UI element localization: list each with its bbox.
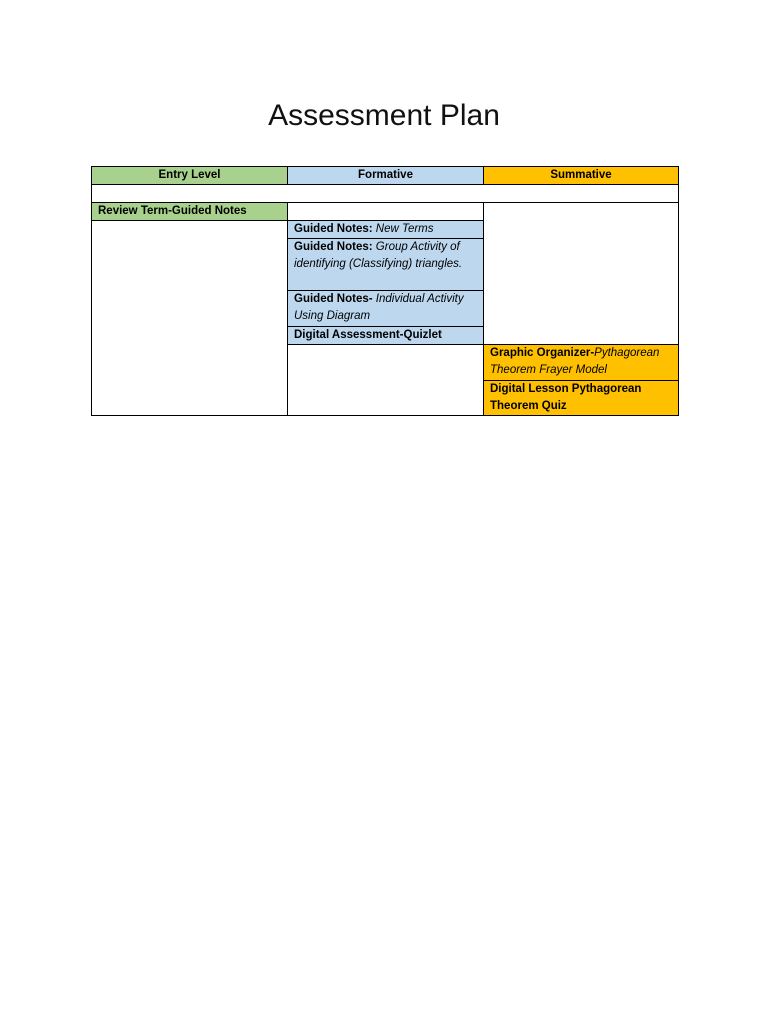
summative-empty-cell: [483, 202, 679, 345]
formative-item: [287, 220, 484, 239]
header-formative: Formative: [287, 166, 484, 185]
formative-item: [287, 290, 484, 327]
formative-item-detail: New Terms: [372, 223, 434, 235]
formative-item-detail: Individual Activity Using Diagram: [294, 293, 464, 322]
summative-item-detail: Pythagorean Theorem Frayer Model: [490, 347, 660, 376]
formative-item-lead: Guided Notes:: [294, 241, 373, 253]
summative-item: [483, 344, 679, 381]
formative-empty-cell-top: [287, 202, 484, 221]
formative-item: [287, 238, 484, 291]
formative-item-lead: Digital Assessment-Quizlet: [294, 329, 442, 341]
formative-item-lead: Guided Notes:: [294, 223, 373, 235]
formative-item: [287, 326, 484, 345]
assessment-table: [91, 166, 679, 416]
summative-item: [483, 380, 679, 416]
formative-item-lead: Guided Notes-: [294, 293, 373, 305]
entry-empty-cell: [91, 220, 288, 416]
page-title: Assessment Plan: [268, 99, 500, 132]
spacer-row: [91, 184, 679, 203]
header-summative: Summative: [483, 166, 679, 185]
formative-item-detail: Group Activity of identifying (Classifying) triangles.: [294, 241, 463, 270]
summative-item-lead: Digital Lesson Pythagorean Theorem Quiz: [490, 383, 642, 412]
entry-item: [91, 202, 288, 221]
summative-item-lead: Graphic Organizer-: [490, 347, 595, 359]
formative-empty-cell-bottom: [287, 344, 484, 416]
entry-item-text: Review Term-Guided Notes: [98, 205, 247, 217]
header-entry-level: Entry Level: [91, 166, 288, 185]
